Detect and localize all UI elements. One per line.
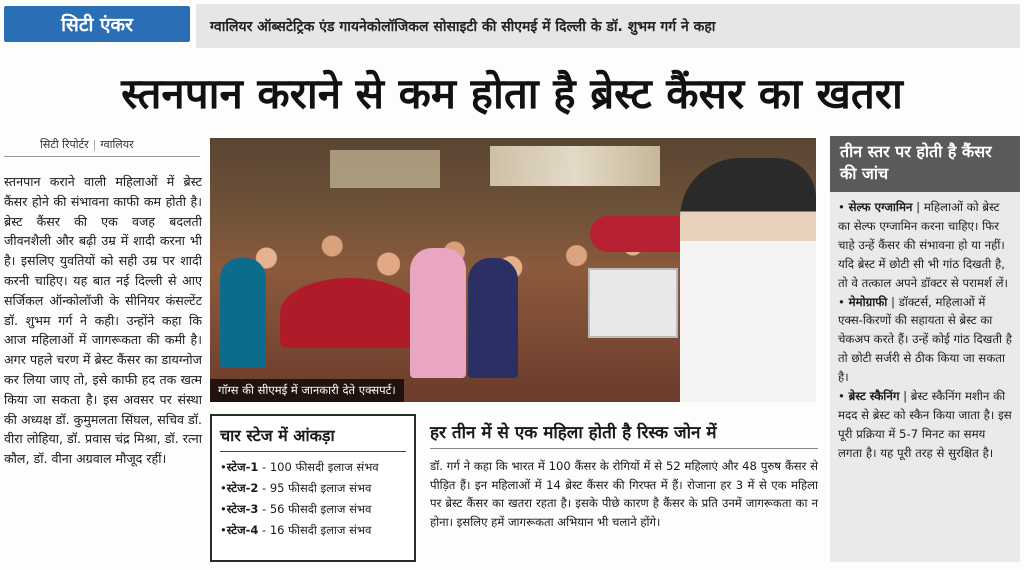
sidebar-term: सेल्फ एग्जामिन	[848, 200, 913, 214]
sidebar-body	[830, 192, 1020, 469]
section-tag: सिटी एंकर	[4, 6, 190, 42]
sub-story-body: डॉ. गर्ग ने कहा कि भारत में 100 कैंसर के रोगियों में से 52 महिलाएं और 48 पुरुष कैंसर से पीड़ित हैं। इन महिलाओं में 14 ब्रेस्ट कैंसर की गिरफ्त में हैं। रोजाना हर 3 में से एक महिला पर ब्रेस्ट कैंसर का खतरा रहता है। इसके पीछे कारण है कैंसर के प्रति उनमें जागरूकता का न होना। इसलिए हमें जागरूकता अभियान भी चलाने होंगे।	[430, 459, 818, 529]
photo-window	[330, 150, 440, 188]
stats-row: •स्टेज-4 - 16 फीसदी इलाज संभव	[220, 523, 372, 537]
stage-label: स्टेज-4	[226, 523, 259, 537]
photo-attendee	[410, 248, 466, 378]
photo-attendee	[468, 258, 518, 378]
stats-row: •स्टेज-2 - 95 फीसदी इलाज संभव	[220, 481, 372, 495]
stage-label: स्टेज-2	[226, 481, 259, 495]
sidebar-title: तीन स्तर पर होती है कैंसर की जांच	[830, 136, 1020, 192]
byline-city: ग्वालियर	[100, 138, 134, 151]
photo-attendee	[220, 258, 266, 368]
stage-value: 56 फीसदी इलाज संभव	[269, 502, 372, 516]
photo-laptop	[588, 268, 678, 338]
kicker-text: ग्वालियर ऑब्सटेट्रिक एंड गायनेकोलॉजिकल सोसाइटी की सीएमई में दिल्ली के डॉ. शुभम गर्ग ने कहा	[210, 18, 716, 35]
sidebar-text: महिलाओं को ब्रेस्ट का सेल्फ एग्जामिन करना चाहिए। फिर चाहे उन्हें कैंसर की संभावना हो या नहीं। यदि ब्रेस्ट में छोटी सी भी गांठ दिखती है, तो वे तत्काल अपने डॉक्टर से परामर्श लें।	[838, 200, 1008, 290]
sidebar-term: ब्रेस्ट स्कैनिंग	[848, 389, 900, 404]
sidebar-term: मेमोग्राफी	[848, 294, 888, 309]
stage-value: 100 फीसदी इलाज संभव	[269, 460, 379, 474]
stats-title: चार स्टेज में आंकड़ा	[220, 424, 406, 452]
stats-row: •स्टेज-1 - 100 फीसदी इलाज संभव	[220, 460, 379, 474]
stage-value: 95 फीसदी इलाज संभव	[269, 481, 372, 495]
headline: स्तनपान कराने से कम होता है ब्रेस्ट कैंसर का खतरा	[121, 69, 903, 118]
main-article-body: स्तनपान कराने वाली महिलाओं में ब्रेस्ट कैंसर होने की संभावना काफी कम होती है। ब्रेस्ट कैंसर की एक वजह बदलती जीवनशैली और बढ़ी उम्र में शादी करना भी है। इसलिए युवतियों को सही उम्र पर शादी करनी चाहिए। यह बात नई दिल्ली से आए सर्जिकल ऑन्कोलॉजी के सीनियर कंसल्टेंट डॉ. शुभम गर्ग ने कही। उन्होंने कहा कि आज महिलाओं में जागरूकता की कमी है। अगर पहले चरण में ब्रेस्ट कैंसर का डायग्नोज कर लिया जाए तो, इसे काफी हद तक खत्म किया जा सकता है। इस अवसर पर संस्था की अध्यक्ष डॉ. कुमुमलता सिंघल, सचिव डॉ. वीरा लोहिया, डॉ. प्रवास चंद्र मिश्रा, डॉ. रत्ना कौल, डॉ. वीना अग्रवाल मौजूद रहीं।	[4, 174, 202, 467]
stage-stats-box	[210, 414, 416, 562]
stage-value: 16 फीसदी इलाज संभव	[269, 523, 372, 537]
byline-separator: |	[92, 138, 97, 151]
photo-speaker	[680, 158, 816, 402]
photo-wall-light	[490, 146, 660, 186]
sidebar-item: • मेमोग्राफी | डॉक्टर्स, महिलाओं में एक्स-किरणों की सहायता से ब्रेस्ट का चेकअप करते हैं। उन्हें कोई गांठ दिखती है तो छोटी सर्जरी से ठीक किया जा सकता है।	[838, 294, 1012, 385]
byline-rule	[4, 156, 200, 157]
sidebar-item: • ब्रेस्ट स्कैनिंग | ब्रेस्ट स्कैनिंग मशीन की मदद से ब्रेस्ट को स्कैन किया जाता है। इस पूरी प्रक्रिया में 5-7 मिनट का समय लगता है। यह पूरी तरह से सुरक्षित है।	[838, 389, 1012, 460]
kicker-bar	[196, 4, 1020, 48]
byline-reporter: सिटी रिपोर्टर	[40, 138, 89, 151]
stage-label: स्टेज-1	[226, 460, 259, 474]
sub-headline: हर तीन में से एक महिला होती है रिस्क जोन में	[430, 423, 717, 443]
photo-table	[280, 278, 420, 348]
sidebar-text: डॉक्टर्स, महिलाओं में एक्स-किरणों की सहायता से ब्रेस्ट का चेकअप करते हैं। उन्हें कोई गांठ दिखती है तो छोटी सर्जरी से ठीक किया जा सकता है।	[838, 294, 1012, 385]
photo-caption: गॉग्स की सीएमई में जानकारी देते एक्सपर्ट।	[210, 379, 404, 402]
sidebar-box	[830, 136, 1020, 562]
event-photo	[210, 138, 816, 402]
sub-headline-rule	[430, 448, 818, 449]
stage-label: स्टेज-3	[226, 502, 259, 516]
sidebar-text: ब्रेस्ट स्कैनिंग मशीन की मदद से ब्रेस्ट को स्कैन किया जाता है। इस पूरी प्रक्रिया में 5-7 मिनट का समय लगता है। यह पूरी तरह से सुरक्षित है।	[838, 389, 1012, 460]
byline	[40, 137, 134, 152]
sidebar-item: • सेल्फ एग्जामिन | महिलाओं को ब्रेस्ट का सेल्फ एग्जामिन करना चाहिए। फिर चाहे उन्हें कैंसर की संभावना हो या नहीं। यदि ब्रेस्ट में छोटी सी भी गांठ दिखती है, तो वे तत्काल अपने डॉक्टर से परामर्श लें।	[838, 200, 1008, 290]
stats-row: •स्टेज-3 - 56 फीसदी इलाज संभव	[220, 502, 372, 516]
